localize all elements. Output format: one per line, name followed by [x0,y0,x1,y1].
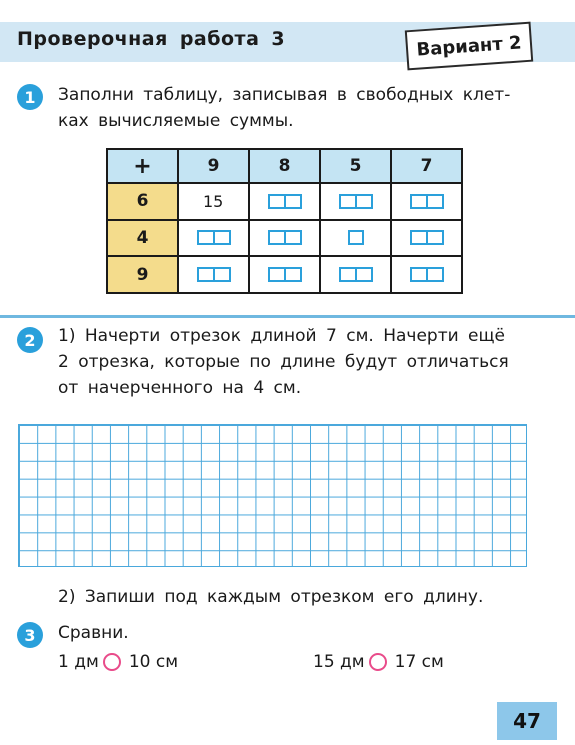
comparison-2-right: 17 см [394,652,444,672]
answer-cell[interactable] [249,183,320,220]
task2-line-3: от начерченного на 4 см. [58,378,302,398]
column-header: 5 [320,149,391,183]
answer-cell[interactable] [178,256,249,293]
two-digit-answer-box[interactable] [268,230,302,245]
answer-cell[interactable] [320,256,391,293]
one-digit-answer-box[interactable] [348,230,364,245]
comparison-sign-circle[interactable] [369,653,387,671]
answer-cell[interactable] [178,220,249,257]
variant-badge: Вариант 2 [405,22,533,71]
comparison-2-left: 15 дм [313,652,365,672]
task2-line-1: 1) Начерти отрезок длиной 7 см. Начерти ещё [58,326,505,346]
addition-table [106,148,463,294]
task1-line-2: ках вычисляемые суммы. [58,111,294,131]
two-digit-answer-box[interactable] [410,267,444,282]
column-header: 9 [178,149,249,183]
two-digit-answer-box[interactable] [197,230,231,245]
comparison-1-right: 10 см [128,652,179,672]
table-row [107,220,462,257]
task2-part-2: 2) Запиши под каждым отрезком его длину. [58,587,484,607]
comparison-sign-circle[interactable] [103,653,121,671]
table-row [107,256,462,293]
task3-title: Сравни. [58,623,129,643]
page-title [17,28,285,50]
page-number: 47 [497,702,557,740]
two-digit-answer-box[interactable] [268,267,302,282]
task-number-3: 3 [17,622,43,648]
title-word-1: Проверочная [17,28,168,50]
table-header-row [107,149,462,183]
row-header: 4 [107,220,178,257]
two-digit-answer-box[interactable] [339,194,373,209]
comparison-1 [58,652,178,672]
drawing-grid[interactable] [18,424,527,567]
two-digit-answer-box[interactable] [339,267,373,282]
answer-cell[interactable] [320,183,391,220]
row-header: 9 [107,256,178,293]
column-header: 7 [391,149,462,183]
given-sum: 15 [178,183,249,220]
task2-line-2: 2 отрезка, которые по длине будут отличаться [58,352,509,372]
task-number-1: 1 [17,84,43,110]
task-number-2: 2 [17,327,43,353]
two-digit-answer-box[interactable] [410,194,444,209]
comparison-2 [313,652,444,672]
section-divider [0,315,575,318]
answer-cell[interactable] [249,220,320,257]
task1-line-1: Заполни таблицу, записывая в свободных клет- [58,85,511,105]
answer-cell[interactable] [249,256,320,293]
title-number: 3 [271,28,286,50]
comparison-1-left: 1 дм [58,652,99,672]
table-row [107,183,462,220]
answer-cell[interactable] [391,256,462,293]
answer-cell[interactable] [391,183,462,220]
table-corner-plus: + [107,149,178,183]
answer-cell[interactable] [320,220,391,257]
title-word-2: работа [179,28,260,50]
two-digit-answer-box[interactable] [410,230,444,245]
two-digit-answer-box[interactable] [197,267,231,282]
two-digit-answer-box[interactable] [268,194,302,209]
row-header: 6 [107,183,178,220]
answer-cell[interactable] [391,220,462,257]
column-header: 8 [249,149,320,183]
